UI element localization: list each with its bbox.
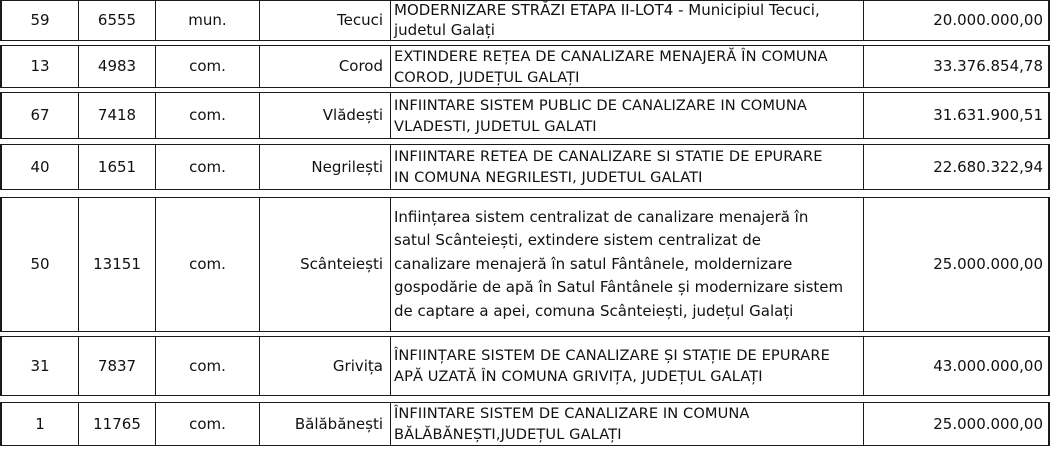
unit-type: com. xyxy=(155,403,259,445)
amount-value: 43.000.000,00 xyxy=(863,337,1048,395)
unit-type: com. xyxy=(155,46,259,87)
unit-type: com. xyxy=(155,337,259,395)
siruta-code: 7837 xyxy=(78,337,155,395)
locality-name: Tecuci xyxy=(259,1,390,40)
siruta-code: 6555 xyxy=(78,1,155,40)
project-description xyxy=(390,1,863,40)
siruta-code: 4983 xyxy=(78,46,155,87)
unit-type: com. xyxy=(155,93,259,138)
row-index: 50 xyxy=(30,255,50,273)
siruta-code: 1651 xyxy=(78,145,155,189)
table-row xyxy=(0,144,1050,190)
row-index: 31 xyxy=(30,356,50,375)
project-description xyxy=(390,46,863,87)
unit-type: com. xyxy=(155,145,259,189)
row-index: 1 xyxy=(35,414,45,433)
table-row xyxy=(0,197,1050,332)
project-description-text: INFIINTARE SISTEM PUBLIC DE CANALIZARE IN COMUNA VLADESTI, JUDETUL GALATI xyxy=(394,96,807,135)
row-index: 59 xyxy=(30,11,50,29)
amount-value: 31.631.900,51 xyxy=(863,93,1048,138)
table-row xyxy=(0,0,1050,41)
project-description-text: Inființarea sistem centralizat de canalizare menajeră în satul Scânteiești, extindere sistem centralizat de canalizare menajeră în satul Fântânele, moldernizare gospodărie de apă în Satul Fântânele și modernizare sistem de captare a apei, comuna Scânteiești, județul Galați xyxy=(394,207,844,320)
locality-name: Vlădești xyxy=(259,93,390,138)
siruta-code: 13151 xyxy=(78,198,155,331)
project-description xyxy=(390,337,863,395)
table-row xyxy=(0,336,1050,396)
siruta-code: 7418 xyxy=(78,93,155,138)
locality-name: Bălăbănești xyxy=(259,403,390,445)
table-row xyxy=(0,92,1050,139)
amount-value: 20.000.000,00 xyxy=(863,1,1048,40)
table-row xyxy=(0,45,1050,88)
unit-type: com. xyxy=(155,198,259,331)
amount-value: 33.376.854,78 xyxy=(863,46,1048,87)
row-index: 13 xyxy=(30,57,50,75)
siruta-code: 11765 xyxy=(78,403,155,445)
row-index: 67 xyxy=(30,106,50,124)
project-description-text: ÎNFIINTARE SISTEM DE CANALIZARE IN COMUNA BĂLĂBĂNEȘTI,JUDEȚUL GALAȚI xyxy=(394,405,750,443)
project-description-text: INFIINTARE RETEA DE CANALIZARE SI STATIE DE EPURARE IN COMUNA NEGRILESTI, JUDETUL GALATI xyxy=(394,148,823,186)
project-description xyxy=(390,145,863,189)
locality-name: Negrilești xyxy=(259,145,390,189)
table-row xyxy=(0,402,1050,446)
project-description xyxy=(390,403,863,445)
amount-value: 22.680.322,94 xyxy=(863,145,1048,189)
amount-value: 25.000.000,00 xyxy=(863,198,1048,331)
locality-name: Scânteiești xyxy=(259,198,390,331)
row-index: 40 xyxy=(30,157,50,176)
locality-name: Grivița xyxy=(259,337,390,395)
amount-value: 25.000.000,00 xyxy=(863,403,1048,445)
project-description xyxy=(390,198,863,331)
locality-name: Corod xyxy=(259,46,390,87)
unit-type: mun. xyxy=(155,1,259,40)
project-description-text: EXTINDERE REȚEA DE CANALIZARE MENAJERĂ ÎN COMUNA COROD, JUDEȚUL GALAȚI xyxy=(394,47,828,86)
project-description-text: MODERNIZARE STRĂZI ETAPA II-LOT4 - Municipiul Tecuci, judetul Galați xyxy=(394,1,820,39)
project-description xyxy=(390,93,863,138)
project-description-text: ÎNFIINȚARE SISTEM DE CANALIZARE ȘI STAȚIE DE EPURARE APĂ UZATĂ ÎN COMUNA GRIVIȚA, JUDEȚUL GALAȚI xyxy=(394,347,830,385)
